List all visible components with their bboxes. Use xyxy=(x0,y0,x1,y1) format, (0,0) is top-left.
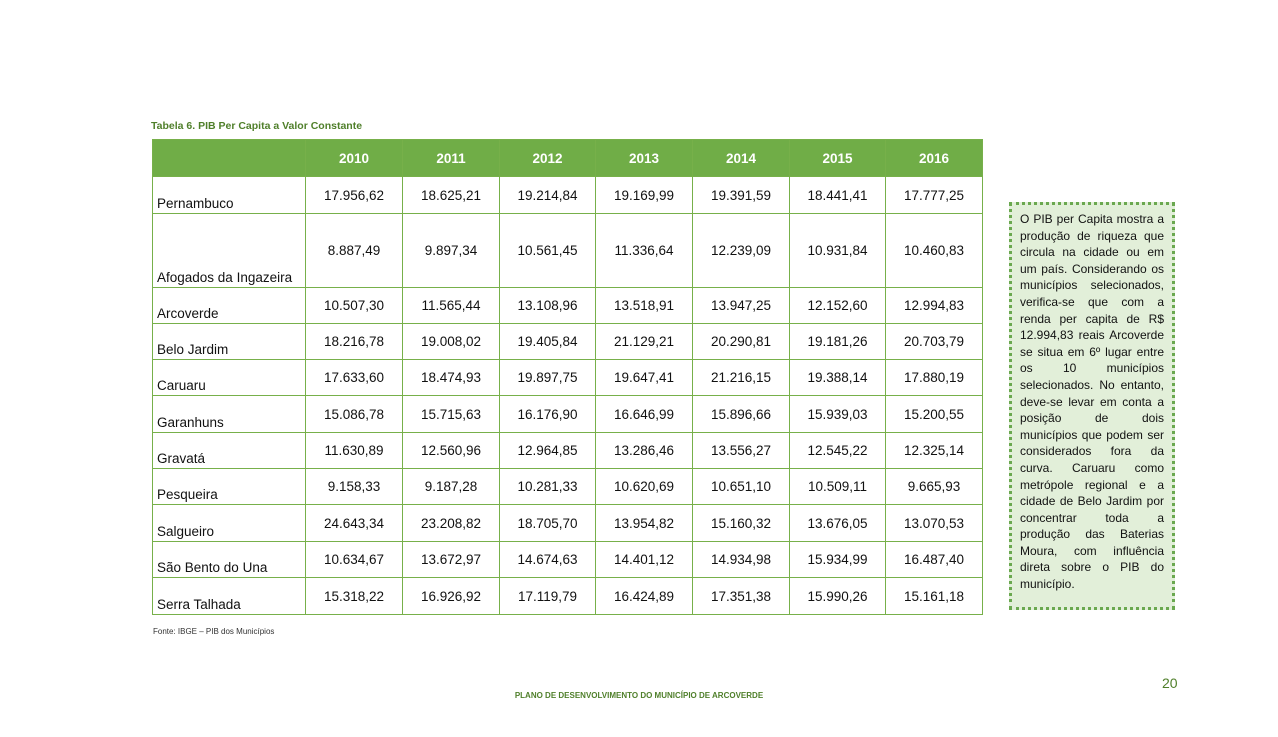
table-caption: Tabela 6. PIB Per Capita a Valor Constante xyxy=(151,120,363,132)
municipality-name: Serra Talhada xyxy=(153,578,306,615)
table-row xyxy=(153,578,983,615)
pib-value-cell: 14.674,63 xyxy=(500,542,596,578)
municipality-name: São Bento do Una xyxy=(153,542,306,578)
pib-value-cell: 17.119,79 xyxy=(500,578,596,615)
pib-value-cell: 19.405,84 xyxy=(500,324,596,360)
pib-value-cell: 15.200,55 xyxy=(886,396,983,433)
municipality-name: Gravatá xyxy=(153,433,306,469)
municipality-name: Pesqueira xyxy=(153,469,306,505)
pib-value-cell: 15.086,78 xyxy=(306,396,403,433)
pib-value-cell: 19.388,14 xyxy=(790,360,886,396)
pib-value-cell: 17.351,38 xyxy=(693,578,790,615)
pib-value-cell: 20.703,79 xyxy=(886,324,983,360)
pib-value-cell: 17.777,25 xyxy=(886,177,983,214)
pib-value-cell: 18.216,78 xyxy=(306,324,403,360)
pib-value-cell: 23.208,82 xyxy=(403,505,500,542)
pib-value-cell: 13.947,25 xyxy=(693,288,790,324)
pib-value-cell: 24.643,34 xyxy=(306,505,403,542)
pib-value-cell: 15.939,03 xyxy=(790,396,886,433)
pib-value-cell: 19.169,99 xyxy=(596,177,693,214)
pib-value-cell: 15.160,32 xyxy=(693,505,790,542)
year-header: 2013 xyxy=(596,140,693,177)
year-header: 2014 xyxy=(693,140,790,177)
pib-value-cell: 13.556,27 xyxy=(693,433,790,469)
pib-value-cell: 17.880,19 xyxy=(886,360,983,396)
pib-value-cell: 9.665,93 xyxy=(886,469,983,505)
municipality-name: Belo Jardim xyxy=(153,324,306,360)
pib-value-cell: 10.634,67 xyxy=(306,542,403,578)
table-source: Fonte: IBGE – PIB dos Municípios xyxy=(153,627,275,636)
pib-value-cell: 21.129,21 xyxy=(596,324,693,360)
pib-value-cell: 12.994,83 xyxy=(886,288,983,324)
pib-value-cell: 16.646,99 xyxy=(596,396,693,433)
pib-value-cell: 10.509,11 xyxy=(790,469,886,505)
pib-value-cell: 12.239,09 xyxy=(693,214,790,288)
pib-value-cell: 13.108,96 xyxy=(500,288,596,324)
pib-value-cell: 20.290,81 xyxy=(693,324,790,360)
page-number: 20 xyxy=(1162,675,1178,691)
pib-value-cell: 12.325,14 xyxy=(886,433,983,469)
pib-value-cell: 12.560,96 xyxy=(403,433,500,469)
pib-value-cell: 13.286,46 xyxy=(596,433,693,469)
year-header: 2010 xyxy=(306,140,403,177)
pib-value-cell: 9.897,34 xyxy=(403,214,500,288)
pib-value-cell: 11.336,64 xyxy=(596,214,693,288)
pib-table xyxy=(152,139,983,615)
pib-value-cell: 16.176,90 xyxy=(500,396,596,433)
pib-value-cell: 16.926,92 xyxy=(403,578,500,615)
table-header-row xyxy=(153,140,983,177)
pib-value-cell: 12.152,60 xyxy=(790,288,886,324)
pib-value-cell: 18.441,41 xyxy=(790,177,886,214)
pib-value-cell: 18.625,21 xyxy=(403,177,500,214)
pib-value-cell: 16.424,89 xyxy=(596,578,693,615)
pib-value-cell: 15.715,63 xyxy=(403,396,500,433)
municipality-name: Garanhuns xyxy=(153,396,306,433)
pib-value-cell: 15.161,18 xyxy=(886,578,983,615)
municipality-name: Pernambuco xyxy=(153,177,306,214)
pib-value-cell: 15.990,26 xyxy=(790,578,886,615)
pib-value-cell: 9.158,33 xyxy=(306,469,403,505)
pib-value-cell: 9.187,28 xyxy=(403,469,500,505)
pib-value-cell: 12.545,22 xyxy=(790,433,886,469)
pib-value-cell: 19.181,26 xyxy=(790,324,886,360)
pib-value-cell: 10.931,84 xyxy=(790,214,886,288)
pib-value-cell: 16.487,40 xyxy=(886,542,983,578)
municipality-name: Salgueiro xyxy=(153,505,306,542)
table-row xyxy=(153,542,983,578)
pib-value-cell: 19.897,75 xyxy=(500,360,596,396)
pib-value-cell: 19.647,41 xyxy=(596,360,693,396)
pib-value-cell: 19.391,59 xyxy=(693,177,790,214)
pib-value-cell: 17.956,62 xyxy=(306,177,403,214)
table-row xyxy=(153,505,983,542)
pib-value-cell: 18.705,70 xyxy=(500,505,596,542)
municipality-name: Arcoverde xyxy=(153,288,306,324)
pib-value-cell: 14.934,98 xyxy=(693,542,790,578)
table-row xyxy=(153,214,983,288)
pib-value-cell: 13.518,91 xyxy=(596,288,693,324)
pib-value-cell: 11.630,89 xyxy=(306,433,403,469)
pib-value-cell: 13.676,05 xyxy=(790,505,886,542)
pib-value-cell: 13.672,97 xyxy=(403,542,500,578)
pib-value-cell: 14.401,12 xyxy=(596,542,693,578)
pib-value-cell: 19.008,02 xyxy=(403,324,500,360)
table-row xyxy=(153,396,983,433)
pib-value-cell: 10.561,45 xyxy=(500,214,596,288)
document-footer: PLANO DE DESENVOLVIMENTO DO MUNICÍPIO DE ARCOVERDE xyxy=(514,691,764,700)
pib-value-cell: 10.281,33 xyxy=(500,469,596,505)
pib-value-cell: 8.887,49 xyxy=(306,214,403,288)
municipality-name: Caruaru xyxy=(153,360,306,396)
year-header: 2016 xyxy=(886,140,983,177)
pib-value-cell: 10.620,69 xyxy=(596,469,693,505)
pib-value-cell: 13.954,82 xyxy=(596,505,693,542)
year-header: 2015 xyxy=(790,140,886,177)
table-row xyxy=(153,324,983,360)
header-empty-cell xyxy=(153,140,306,177)
table-row xyxy=(153,288,983,324)
table-row xyxy=(153,360,983,396)
pib-value-cell: 15.934,99 xyxy=(790,542,886,578)
year-header: 2012 xyxy=(500,140,596,177)
pib-value-cell: 13.070,53 xyxy=(886,505,983,542)
pib-value-cell: 18.474,93 xyxy=(403,360,500,396)
pib-value-cell: 10.460,83 xyxy=(886,214,983,288)
pib-value-cell: 17.633,60 xyxy=(306,360,403,396)
table-row xyxy=(153,177,983,214)
table-row xyxy=(153,433,983,469)
pib-value-cell: 11.565,44 xyxy=(403,288,500,324)
year-header: 2011 xyxy=(403,140,500,177)
pib-value-cell: 12.964,85 xyxy=(500,433,596,469)
pib-value-cell: 10.651,10 xyxy=(693,469,790,505)
municipality-name: Afogados da Ingazeira xyxy=(153,214,306,288)
table-row xyxy=(153,469,983,505)
pib-value-cell: 15.318,22 xyxy=(306,578,403,615)
pib-value-cell: 10.507,30 xyxy=(306,288,403,324)
pib-value-cell: 19.214,84 xyxy=(500,177,596,214)
pib-value-cell: 21.216,15 xyxy=(693,360,790,396)
pib-value-cell: 15.896,66 xyxy=(693,396,790,433)
analysis-note-box: O PIB per Capita mostra a produção de riqueza que circula na cidade ou em um país. Considerando os municípios selecionados, verifica-se que com a renda per capita de R$ 12.994,83 reais Arcoverde se situa em 6º lugar entre os 10 municípios selecionados. No entanto, deve-se levar em conta a posição de dois municípios que podem ser considerados fora da curva. Caruaru como metrópole regional e a cidade de Belo Jardim por concentrar toda a produção das Baterias Moura, com influência direta sobre o PIB do município. xyxy=(1009,202,1175,610)
